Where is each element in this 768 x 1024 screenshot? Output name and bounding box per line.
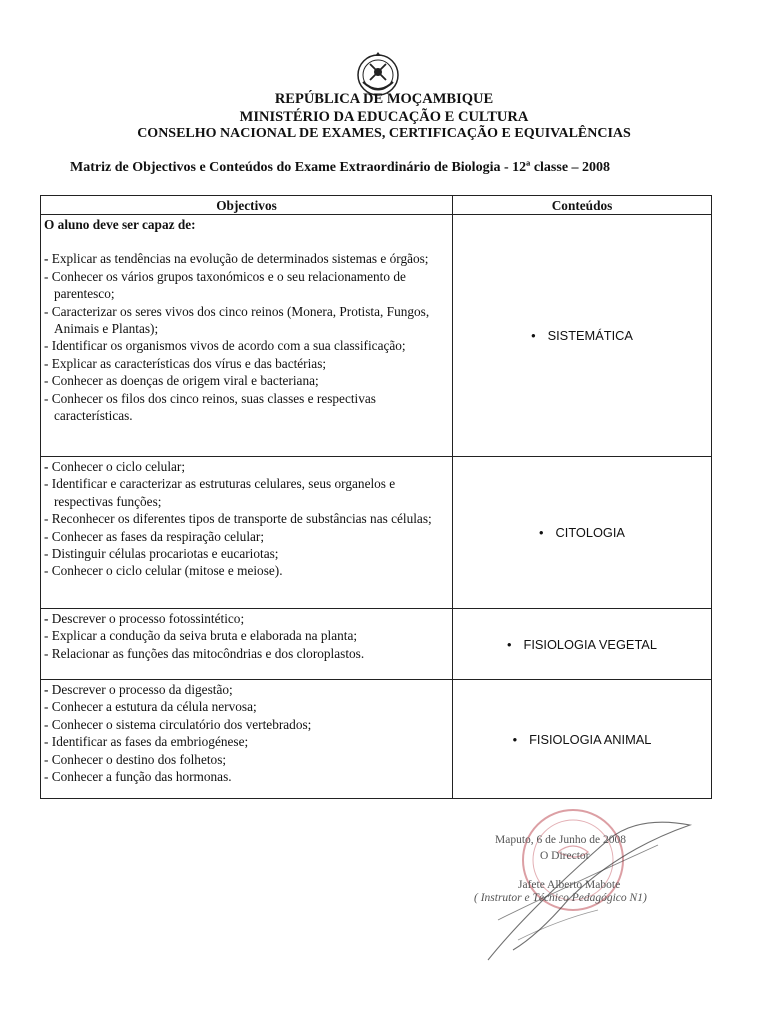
objectives-cell [41,609,453,680]
list-item: - Explicar as tendências na evolução de determinados sistemas e órgãos; [44,251,429,267]
header-republic: REPÚBLICA DE MOÇAMBIQUE [274,91,494,107]
content-cell [453,457,712,609]
list-item: - Conhecer os vários grupos taxonómicos e o seu relacionamento de parentesco; [44,268,406,302]
list-item: - Conhecer a estutura da célula nervosa; [44,699,257,715]
signature-role: O Director [540,850,590,862]
objectives-contents-table [40,195,712,799]
list-item: - Conhecer os filos dos cinco reinos, suas classes e respectivas características. [44,390,376,424]
bullet-icon: • [507,636,512,652]
list-item: - Identificar e caracterizar as estruturas celulares, seus organelos e respectivas funções; [44,476,396,509]
table-row [41,609,712,680]
content-label: CITOLOGIA [555,525,625,540]
signature-title: ( Instrutor e Técnico Pedagógico N1) [474,892,647,904]
list-item: - Explicar as características dos vírus e das bactérias; [44,355,327,371]
content-label: FISIOLOGIA VEGETAL [523,636,657,652]
content-label: SISTEMÁTICA [547,328,633,343]
table-row [41,457,712,609]
list-item: - Conhecer o ciclo celular (mitose e meiose). [44,563,283,579]
list-item: - Conhecer o ciclo celular; [44,459,186,474]
objectives-cell [41,457,453,609]
list-item: - Distinguir células procariotas e eucariotas; [44,546,279,562]
list-item: - Reconhecer os diferentes tipos de transporte de substâncias nas células; [44,511,432,527]
signature-name: Jafete Alberto Mabote [518,879,621,891]
list-item: - Conhecer as doenças de origem viral e bacteriana; [44,373,319,389]
content-cell [453,609,712,680]
bullet-icon: • [531,328,536,343]
list-item: - Descrever o processo fotossintético; [44,611,245,626]
list-item: - Identificar as fases da embriogénese; [44,734,249,750]
bullet-icon: • [539,525,544,540]
signature-place-date: Maputo, 6 de Junho de 2008 [495,834,626,846]
lead-text: O aluno deve ser capaz de: [44,217,196,232]
list-item: - Caracterizar os seres vivos dos cinco reinos (Monera, Protista, Fungos, Animais e Plantas); [44,303,430,337]
bullet-icon: • [512,731,518,747]
header-ministry: MINISTÉRIO DA EDUCAÇÃO E CULTURA [239,109,529,125]
content-label: FISIOLOGIA ANIMAL [529,731,652,747]
list-item: - Explicar a condução da seiva bruta e elaborada na planta; [44,628,358,644]
content-cell [453,215,712,457]
list-item: - Conhecer o sistema circulatório dos vertebrados; [44,716,312,732]
objectives-cell [41,215,453,457]
table-row [41,680,712,799]
list-item: - Descrever o processo da digestão; [44,682,233,697]
content-cell [453,680,712,799]
table-header-row [41,196,712,215]
list-item: - Relacionar as funções das mitocôndrias e dos cloroplastos. [44,645,365,661]
header-council: CONSELHO NACIONAL DE EXAMES, CERTIFICAÇÃO E EQUIVALÊNCIAS [137,126,631,141]
list-item: - Conhecer o destino dos folhetos; [44,751,227,767]
column-header-contents: Conteúdos [453,196,712,215]
column-header-objectives: Objectivos [41,196,453,215]
objectives-cell [41,680,453,799]
list-item: - Identificar os organismos vivos de acordo com a sua classificação; [44,338,406,354]
table-row [41,215,712,457]
document-title: Matriz de Objectivos e Conteúdos do Exame Extraordinário de Biologia - 12ª classe – 2008 [70,160,611,175]
list-item: - Conhecer a função das hormonas. [44,769,232,785]
list-item: - Conhecer as fases da respiração celular; [44,528,265,544]
